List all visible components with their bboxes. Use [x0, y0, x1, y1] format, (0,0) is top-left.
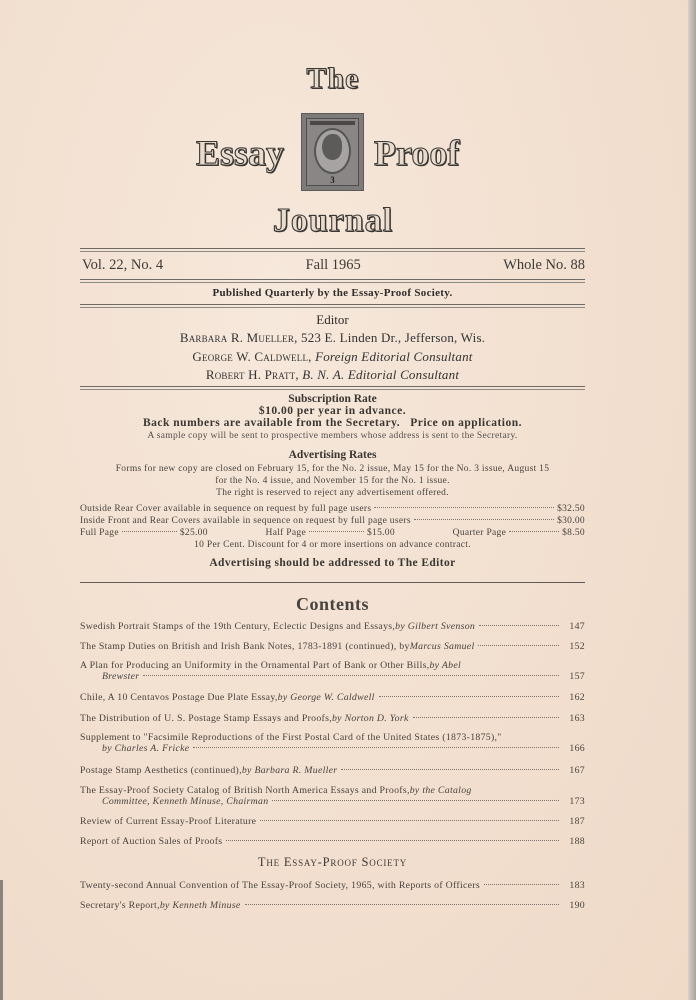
toc-entry[interactable]: Postage Stamp Aesthetics (continued), by Barbara R. Mueller 167 [80, 765, 585, 776]
masthead-essay: Essay [196, 133, 285, 173]
editor-name: George W. Caldwell [192, 349, 309, 364]
rule-divider [80, 304, 585, 308]
page-number: 166 [569, 743, 585, 754]
published-by: Published Quarterly by the Essay-Proof Society. [212, 287, 453, 299]
leader-dots [374, 507, 554, 508]
stamp-numeral: 3 [330, 175, 335, 185]
masthead-journal: Journal [272, 202, 394, 239]
back-numbers: Back numbers are available from the Secretary. Price on application. [142, 417, 522, 429]
page-rate-row: Full Page $25.00 Half Page $15.00 Quarter Page $8.50 [80, 528, 585, 538]
editor-line [80, 330, 585, 346]
editor-name: Robert H. Pratt [205, 367, 296, 382]
page-number: 157 [569, 671, 585, 682]
subscription-title: Subscription Rate [288, 393, 377, 405]
page-number: 187 [569, 816, 585, 827]
editor-address: , 523 E. Linden Dr., Jefferson, Wis. [294, 330, 486, 345]
editor-name: Barbara R. Mueller [179, 330, 295, 345]
toc-entry[interactable]: Supplement to "Facsimile Reproductions of the First Postal Card of the United States (1873-1875)," by Charles A. Fricke 166 [80, 732, 585, 754]
page-edge [688, 0, 696, 1000]
toc-entry[interactable]: Swedish Portrait Stamps of the 19th Century, Eclectic Designs and Essays, by Gilbert Svenson 147 [80, 621, 585, 632]
toc-entry[interactable]: The Distribution of U. S. Postage Stamp Essays and Proofs, by Norton D. York 163 [80, 713, 585, 724]
advertising-title: Advertising Rates [288, 449, 377, 461]
rate-price: $25.00 [179, 528, 208, 538]
contents-title: Contents [295, 594, 369, 614]
toc-entry[interactable]: Twenty-second Annual Convention of The Essay-Proof Society, 1965, with Reports of Officers 183 [80, 880, 585, 891]
rate-row: Outside Rear Cover available in sequence on request by full page users $32.50 [80, 504, 585, 514]
page-number: 163 [569, 713, 585, 724]
sample-copy-note: A sample copy will be sent to prospective members whose address is sent to the Secretary. [147, 431, 518, 441]
page-edge-left [0, 880, 3, 1000]
whole-number: Whole No. 88 [503, 257, 585, 273]
page-number: 190 [569, 900, 585, 911]
page-number: 147 [569, 621, 585, 632]
issue-info [82, 257, 585, 274]
toc-entry[interactable]: Review of Current Essay-Proof Literature 187 [80, 816, 585, 827]
page-number: 162 [569, 692, 585, 703]
editor-role: Foreign Editorial Consultant [315, 349, 473, 364]
editor-role: B. N. A. Editorial Consultant [302, 367, 460, 382]
issue-season: Fall 1965 [305, 257, 361, 273]
editor-line: George W. Caldwell, Foreign Editorial Consultant [192, 349, 473, 364]
toc-entry[interactable]: The Stamp Duties on British and Irish Bank Notes, 1783-1891 (continued), by Marcus Samuel 152 [80, 641, 585, 652]
editor-line: Robert H. Pratt, B. N. A. Editorial Consultant [205, 367, 460, 382]
rule-divider [80, 279, 585, 283]
discount-note: 10 Per Cent. Discount for 4 or more insertions on advance contract. [194, 540, 471, 550]
subscription-rate: $10.00 per year in advance. [258, 405, 407, 417]
rate-price: $8.50 [562, 528, 585, 538]
masthead-the: The [306, 62, 360, 95]
toc-entry[interactable]: Secretary's Report, by Kenneth Minuse 190 [80, 900, 585, 911]
right-reserved: The right is reserved to reject any advertisement offered. [216, 488, 449, 498]
rule-divider [80, 386, 585, 390]
rate-price: $15.00 [366, 528, 395, 538]
toc-entry[interactable]: The Essay-Proof Society Catalog of British North America Essays and Proofs, by the Catalog Committee, Kenneth Minuse, Chairman 173 [80, 785, 585, 807]
stamp-portrait-icon [301, 113, 364, 191]
society-section-heading: The Essay-Proof Society [257, 855, 408, 869]
page-number: 173 [569, 796, 585, 807]
forms-closing-line: Forms for new copy are closed on February 15, for the No. 2 issue, May 15 for the No. 3 issue, August 15 [115, 464, 550, 474]
rate-row: Inside Front and Rear Covers available in sequence on request by full page users $30.00 [80, 516, 585, 526]
page-number: 188 [569, 836, 585, 847]
leader-dots [414, 519, 554, 520]
advertising-contact: Advertising should be addressed to The Editor [209, 557, 456, 569]
rate-price: $32.50 [557, 504, 585, 514]
rule-divider [80, 248, 585, 252]
masthead-proof: Proof [374, 133, 460, 173]
page-number: 167 [569, 765, 585, 776]
rule-divider [80, 582, 585, 583]
page-number: 183 [569, 880, 585, 891]
rate-price: $30.00 [557, 516, 585, 526]
volume-number: Vol. 22, No. 4 [82, 257, 164, 273]
page-number: 152 [569, 641, 585, 652]
toc-entry[interactable]: Chile, A 10 Centavos Postage Due Plate Essay, by George W. Caldwell 162 [80, 692, 585, 703]
toc-entry[interactable]: A Plan for Producing an Uniformity in the Ornamental Part of Bank or Other Bills, by Abel Brewster 157 [80, 660, 585, 682]
forms-closing-line: for the No. 4 issue, and November 15 for the No. 1 issue. [215, 476, 450, 486]
toc-entry[interactable]: Report of Auction Sales of Proofs 188 [80, 836, 585, 847]
editor-label: Editor [316, 312, 349, 327]
